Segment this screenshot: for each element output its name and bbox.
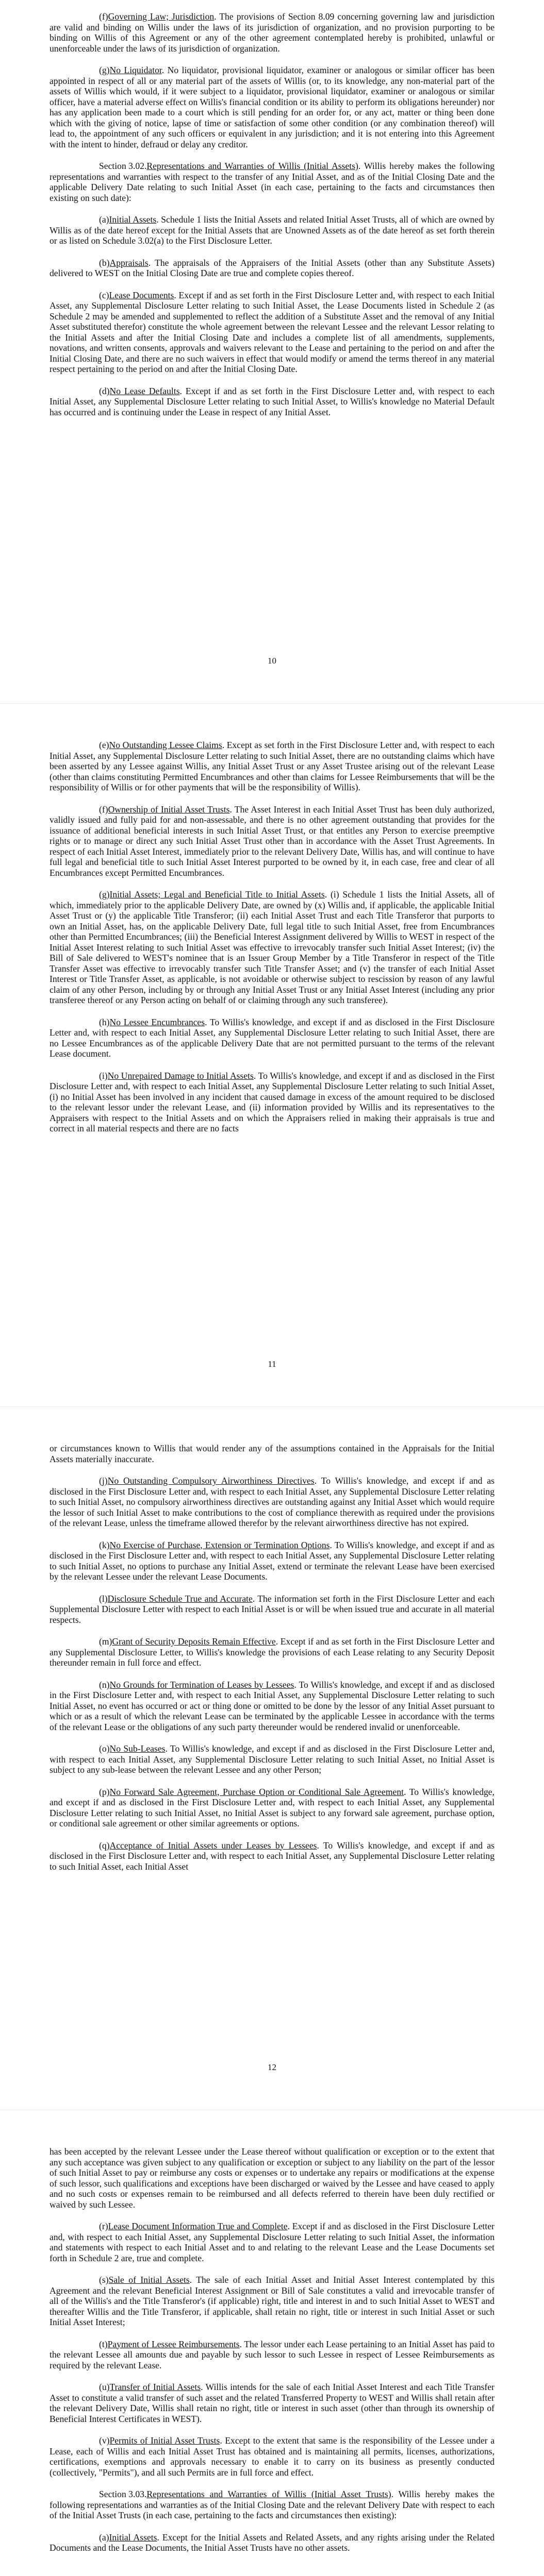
paragraph-caption: Transfer of Initial Assets — [109, 2382, 201, 2392]
paragraph-caption: Representations and Warranties of Willis (Initial Asset Trusts) — [146, 2489, 391, 2499]
paragraph — [50, 2382, 494, 2424]
paragraph-caption: Initial Assets — [109, 2532, 157, 2543]
paragraph-caption: Grant of Security Deposits Remain Effective — [112, 1636, 276, 1647]
paragraph-text: . The sale of each Initial Asset and Initial Asset Interest contemplated by this Agreement and the relevant Beneficial Interest Assignment or Bill of Sale constitutes a valid and irrevocable transfer of all of the Willis's and the Title Transferor's (if applicable) right, title and interest in and to such Initial Asset to WEST and thereafter Willis and the Title Transferor, if applicable, shall retain no right, title or interest in such Initial Asset or such Initial Asset Interest; — [50, 2275, 494, 2327]
paragraph-caption: Representations and Warranties of Willis (Initial Assets) — [146, 161, 358, 171]
paragraph-number: (l) — [99, 1593, 108, 1604]
paragraph-text: . To Willis's knowledge, and except if and as disclosed in the First Disclosure Letter and, with respect to each Initial Asset, any Supplemental Disclosure Letter relating to such Initial Asset, no options to purchase any Initial Asset, extend or terminate the relevant Lease have been exercised by the relevant Lessee under the relevant Lease Documents. — [50, 1539, 494, 1582]
paragraph — [50, 1594, 494, 1625]
paragraph-text: . The provisions of Section 8.09 concerning governing law and jurisdiction are valid and binding on Willis under the laws of its jurisdiction of organization, and no provision purporting to be binding on Willis of this Agreement or any of the other agreement contemplated hereby is prohibited, unlawful or unenforceable under the laws of its jurisdiction of organization. — [50, 11, 494, 54]
paragraph-text: . The lessor under each Lease pertaining to an Initial Asset has paid to the relevant Lessee all amounts due and payable by such lessor to such Lessee in respect of Lessee Reimbursements as required by the relevant Lease. — [50, 2338, 494, 2370]
document-page-11 — [0, 704, 544, 1406]
paragraph — [50, 214, 494, 246]
paragraph — [50, 386, 494, 418]
page-number: 10 — [268, 656, 276, 666]
paragraph-text: . Except for the Initial Assets and Related Assets, and any rights arising under the Related Documents and the Lease Documents, the Initial Asset Trusts have no other assets. — [50, 2532, 494, 2553]
paragraph-caption: Disclosure Schedule True and Accurate — [107, 1593, 253, 1604]
paragraph-caption: Governing Law; Jurisdiction — [108, 11, 215, 22]
paragraph-caption: Sale of Initial Assets — [108, 2275, 190, 2285]
paragraph-number: (q) — [99, 1840, 110, 1851]
paragraph-number: Section 3.02. — [99, 161, 147, 171]
page-body — [50, 1443, 494, 1883]
paragraph-number: (r) — [99, 2221, 108, 2231]
paragraph-text: . No liquidator, provisional liquidator, examiner or analogous or similar officer has been appointed in respect of all or any material part of the assets of Willis (or, to its knowledge, any non-material part of the assets of Willis which would, if it were subject to a liquidator, provisional liquidator, examiner or analogous or similar officer, have a material adverse effect on Willis's financial condition or its ability to perform its obligations hereunder) nor has any application been made to a court which is still pending for an order for, or any act, matter or thing been done which with the giving of notice, lapse of time or satisfaction of some other condition (or any combination thereof) will lead to, the appointment of any such officers or equivalent in any jurisdiction; and it is not entering into this Agreement with the intent to hinder, defraud or delay any creditor. — [50, 65, 494, 149]
page-number: 12 — [268, 2062, 276, 2072]
paragraph-text: . To Willis's knowledge, and except if and as disclosed in the First Disclosure Letter and, with respect to each Initial Asset, any Supplemental Disclosure Letter relating to such Initial Asset, each Initial Asset — [50, 1840, 494, 1872]
paragraph-caption: No Unrepaired Damage to Initial Assets — [107, 1070, 254, 1081]
paragraph-text: . (i) Schedule 1 lists the Initial Assets, all of which, immediately prior to the applicable Delivery Date, are owned by (x) Willis and, if applicable, the applicable Initial Asset Trust or (y) the applicable Title Transferor; (ii) each Initial Asset Trust and each Title Transferor that purports to own an Initial Asset, has, on the applicable Delivery Date, full legal title to such Initial Asset, free from Encumbrances other than Permitted Encumbrances; (iii) the Beneficial Interest Assignment delivered by Willis to WEST in respect of the Initial Asset Interest relating to such Initial Asset was effective to irrevocably transfer such Initial Asset Interest; (iv) the Bill of Sale delivered to WEST's nominee that is an Issuer Group Member by a Title Transferor in respect of the Title Transfer Asset was effective to irrevocably transfer such Title Transfer Asset; and (v) the transfer of each Initial Asset Interest or Title Transfer Asset, as applicable, is not avoidable or otherwise subject to rescission by reason of any lawful claim of any other Person, including by or through any Initial Asset Trust or any Initial Asset Interest (including any prior transferee thereof or any Person acting on behalf of or claiming through any such transferee). — [50, 889, 495, 1005]
paragraph-caption: Acceptance of Initial Assets under Leases by Lessees — [109, 1840, 317, 1851]
paragraph-number: Section 3.03. — [99, 2489, 147, 2499]
paragraph-caption: No Exercise of Purchase, Extension or Termination Options — [109, 1539, 330, 1550]
paragraph — [50, 1071, 494, 1134]
paragraph-number: (u) — [99, 2382, 110, 2392]
paragraph-number: (g) — [99, 65, 110, 75]
document-page-13 — [0, 2110, 544, 2576]
paragraph-number: (i) — [99, 1070, 108, 1081]
paragraph-text: . The information set forth in the First Disclosure Letter and each Supplemental Disclosure Letter with respect to each Initial Asset is or will be when issued true and accurate in all material respects. — [50, 1593, 494, 1625]
paragraph — [50, 1017, 494, 1059]
paragraph-text: . To Willis's knowledge, and except if and as disclosed in the First Disclosure Letter and, with respect to each Initial Asset, any Supplemental Disclosure Letter relating to such Initial Asset, no Initial Asset is subject to any sub-lease between the relevant Lessee and any other Person; — [50, 1743, 494, 1775]
paragraph-number: (d) — [99, 385, 110, 396]
document-page-12 — [0, 1407, 544, 2110]
paragraph-text: . Except to the extent that same is the responsibility of the Lessee under a Lease, each of Willis and each Initial Asset Trust has obtained and is maintaining all permits, licenses, authorizations, certifications, exemptions and approvals necessary to enable it to carry on its business as presently conducted (collectively, "Permits"), and all such Permits are in full force and effect. — [50, 2435, 495, 2478]
paragraph-caption: No Liquidator — [109, 65, 162, 75]
paragraph — [50, 65, 494, 149]
paragraph-number: (h) — [99, 1016, 110, 1027]
paragraph-text: . Except as set forth in the First Disclosure Letter and, with respect to each Initial Asset, any Supplemental Disclosure Letter relating to such Initial Asset, there are no outstanding claims which have been asserted by any Lessee against Willis, any Initial Asset Trust or any Asset Trustee arising out of the relevant Lease (other than claims constituting Permitted Encumbrances and other than claims for Lessee Reimbursements that will be the responsibility of Willis or for other payments that will be the responsibility of Willis). — [50, 740, 494, 792]
paragraph — [50, 1636, 494, 1668]
paragraph-caption: No Outstanding Compulsory Airworthiness Directives — [107, 1476, 315, 1486]
paragraph-number: (v) — [99, 2435, 110, 2446]
paragraph-caption: Appraisals — [109, 257, 149, 268]
paragraph — [50, 2221, 494, 2263]
paragraph-caption: Permits of Initial Asset Trusts — [109, 2435, 220, 2446]
paragraph-text: . To Willis's knowledge, and except if and as disclosed in the First Disclosure Letter and, with respect to each Initial Asset, any Supplemental Disclosure Letter relating to such Initial Asset, no compulsory airworthiness directives are outstanding against any Initial Asset which would require the lessor of such Initial Asset to make contributions to the cost of compliance therewith as required under the provisions of the relevant Lease, unless the timeframe allowed therefor by the relevant airworthiness directive has not expired. — [50, 1476, 494, 1528]
paragraph-text: . Except if and as disclosed in the First Disclosure Letter and, with respect to each Initial Asset, any Supplemental Disclosure Letter relating to such Initial Asset, the information and statements with respect to each Initial Asset and to and relating to the relevant Lease and the Lease Documents set forth in Schedule 2 are, true and complete. — [50, 2221, 494, 2263]
paragraph — [50, 258, 494, 279]
paragraph-number: (e) — [99, 740, 109, 750]
paragraph-text: . To Willis's knowledge, and except if and as disclosed in the First Disclosure Letter and, with respect to each Initial Asset, any Supplemental Disclosure Letter relating to such Initial Asset, (i) no Initial Asset has been involved in any incident that caused damage in excess of the amount required to be disclosed to the relevant lessor under the relevant Lease, and (ii) information provided by Willis and its representatives to the Appraisers with respect to the Initial Assets and on which the Appraisers relied in making their appraisals is true and correct in all material respects and there are no facts — [50, 1070, 495, 1133]
paragraph — [50, 1540, 494, 1582]
paragraph-caption: No Lessee Encumbrances — [109, 1016, 205, 1027]
paragraph-text: . Except if and as set forth in the First Disclosure Letter and, with respect to each Initial Asset, any Supplemental Disclosure Letter relating to such Initial Asset, to Willis's knowledge no Material Default has occurred and is continuing under the Lease in respect of any Initial Asset. — [50, 385, 494, 417]
paragraph-text: . Except if and as set forth in the First Disclosure Letter and any Supplemental Disclosure Letter, to Willis's knowledge the provisions of each Lease relating to any Security Deposit thereunder remain in full force and effect. — [50, 1636, 494, 1668]
paragraph-text: . To Willis's knowledge, and except if and as disclosed in the First Disclosure Letter and, with respect to each Initial Asset, any Supplemental Disclosure Letter relating to such Initial Asset, there are no Lessee Encumbrances as of the applicable Delivery Date that are not permitted pursuant to the terms of the relevant Lease document. — [50, 1016, 494, 1059]
paragraph — [50, 2339, 494, 2371]
paragraph — [50, 11, 494, 54]
paragraph-number: (f) — [99, 804, 108, 815]
paragraph-caption: Initial Assets — [109, 214, 157, 225]
continuation-paragraph: has been accepted by the relevant Lessee under the Lease thereof without qualification or exception or to the extent that any such acceptance was given subject to any qualification or exception or subject to any liability on the part of the lessor of such Initial Asset to pay or reimburse any costs or expenses or to undertake any repairs or modifications at the expense of such lessor, such qualifications and exceptions have been discharged or waived by the Lessee and have ceased to apply and no such costs or expenses remain to be reimbursed and all defects referred to therein have been duly rectified or waived by such Lessee. — [50, 2146, 494, 2210]
paragraph-number: (a) — [99, 214, 109, 225]
paragraph-caption: No Lease Defaults — [109, 385, 180, 396]
paragraph-caption: No Grounds for Termination of Leases by Lessees — [109, 1679, 294, 1690]
paragraph-text: . To Willis's knowledge, and except if and as disclosed in the First Disclosure Letter and, with respect to each Initial Asset, any Supplemental Disclosure Letter relating to such Initial Asset, no event has occurred or act or thing done or omitted to be done by the lessor of any Initial Asset pursuant to which or as a result of which the relevant Lease can be terminated by the applicable Lessee in accordance with the terms of the relevant Lease or the obligations of any such party thereunder would be rendered invalid or unenforceable. — [50, 1679, 495, 1732]
paragraph — [50, 804, 494, 878]
paragraph-caption: No Sub-Leases — [109, 1743, 166, 1754]
paragraph-caption: Payment of Lessee Reimbursements — [107, 2338, 240, 2349]
paragraph-caption: Lease Document Information True and Complete — [108, 2221, 288, 2231]
paragraph-text: . Willis intends for the sale of each Initial Asset Interest and each Title Transfer Asset to constitute a valid transfer of such asset and the related Transferred Property to WEST and Willis shall retain after the relevant Delivery Date, Willis shall retain no right, title or interest in such asset (other than through its ownership of Beneficial Interest Certificates in WEST). — [50, 2382, 494, 2424]
paragraph — [50, 1476, 494, 1529]
paragraph-number: (p) — [99, 1786, 110, 1797]
paragraph-number: (b) — [99, 257, 110, 268]
paragraph — [50, 2489, 494, 2521]
paragraph — [50, 2275, 494, 2328]
paragraph — [50, 1743, 494, 1775]
paragraph — [50, 2532, 494, 2553]
page-body — [50, 2146, 494, 2565]
paragraph — [50, 161, 494, 203]
paragraph-text: . To Willis's knowledge, and except if and as disclosed in the First Disclosure Letter and, with respect to each Initial Asset, any Supplemental Disclosure Letter relating to such Initial Asset, no Initial Asset is subject to any forward sale agreement, purchase option, or conditional sale agreement or other similar agreements or options. — [50, 1786, 494, 1828]
paragraph-number: (o) — [99, 1743, 110, 1754]
paragraph — [50, 1680, 494, 1733]
paragraph-number: (s) — [99, 2275, 109, 2285]
paragraph-caption: No Forward Sale Agreement, Purchase Option or Conditional Sale Agreement — [109, 1786, 404, 1797]
paragraph — [50, 889, 494, 1006]
paragraph-text: . The Asset Interest in each Initial Asset Trust has been duly authorized, validly issued and fully paid for and non-assessable, and there is no other agreement outstanding that provides for the issuance of additional beneficial interests in such Initial Asset Trust, or that entitles any Person to exercise preemptive rights or to manage or direct any such Initial Asset Trust other than in accordance with the Asset Trust Agreements. In respect of each Initial Asset Interest, immediately prior to the relevant Delivery Date, Willis has, and will continue to have full legal and beneficial title to such Initial Asset Interest purported to be owned by it, in each case, free and clear of all Encumbrances except Permitted Encumbrances. — [50, 804, 494, 878]
paragraph-number: (k) — [99, 1539, 110, 1550]
paragraph — [50, 1787, 494, 1829]
document-page-10 — [0, 0, 544, 703]
continuation-paragraph: or circumstances known to Willis that would render any of the assumptions contained in the Appraisals for the Initial Assets materially inaccurate. — [50, 1443, 494, 1464]
paragraph-number: (t) — [99, 2338, 108, 2349]
paragraph — [50, 2435, 494, 2478]
paragraph-text: . Schedule 1 lists the Initial Assets and related Initial Asset Trusts, all of which are owned by Willis as of the date hereof except for the Initial Assets that are Unowned Assets as of the date hereof as set forth therein or as listed on Schedule 3.02(a) to the First Disclosure Letter. — [50, 214, 494, 246]
paragraph — [50, 740, 494, 793]
paragraph-number: (f) — [99, 11, 108, 22]
paragraph-text: . Willis hereby makes the following representations and warranties with respect to the transfer of any Initial Asset, and as of the Initial Closing Date and the applicable Delivery Date relating to such Initial Asset (in each case, pertaining to the facts and circumstances then existing on such date): — [50, 161, 494, 203]
paragraph-text: . Willis hereby makes the following representations and warranties as of the Initial Closing Date and the relevant Delivery Date with respect to each of the Initial Asset Trusts (in each case, pertaining to the facts and circumstances then existing): — [50, 2489, 494, 2520]
paragraph-number: (j) — [99, 1476, 108, 1486]
paragraph-caption: Lease Documents — [109, 290, 174, 300]
page-body — [50, 740, 494, 1145]
page-body — [50, 11, 494, 429]
paragraph — [50, 290, 494, 375]
paragraph-number: (g) — [99, 889, 110, 900]
paragraph-number: (a) — [99, 2532, 109, 2543]
paragraph-caption: No Outstanding Lessee Claims — [109, 740, 222, 750]
paragraph-text: . Except if and as set forth in the First Disclosure Letter and, with respect to each Initial Asset, any Supplemental Disclosure Letter relating to such Initial Asset, the Lease Documents listed in Schedule 2 (as Schedule 2 may be amended and supplemented to reflect the addition of a Substitute Asset and the removal of any Initial Asset substituted therefor) constitute the whole agreement between the relevant Lessee and the relevant Lessor relating to the Initial Assets and after the Initial Closing Date and includes a complete list of all amendments, supplements, novations, and written consents, approvals and waivers relevant to the Lease and pertaining to the period on and after the Initial Closing Date, and there are no such waivers in effect that would modify or amend the terms thereof in any material respect pertaining to the period on and after the Initial Closing Date. — [50, 290, 494, 374]
paragraph-caption: Initial Assets; Legal and Beneficial Title to Initial Assets — [109, 889, 325, 900]
paragraph — [50, 1840, 494, 1872]
paragraph-caption: Ownership of Initial Asset Trusts — [108, 804, 230, 815]
paragraph-number: (m) — [99, 1636, 112, 1647]
paragraph-number: (n) — [99, 1679, 110, 1690]
page-number: 11 — [268, 1359, 276, 1369]
paragraph-number: (c) — [99, 290, 109, 300]
paragraph-text: . The appraisals of the Appraisers of the Initial Assets (other than any Substitute Assets) delivered to WEST on the Initial Closing Date are true and complete copies thereof. — [50, 257, 494, 278]
